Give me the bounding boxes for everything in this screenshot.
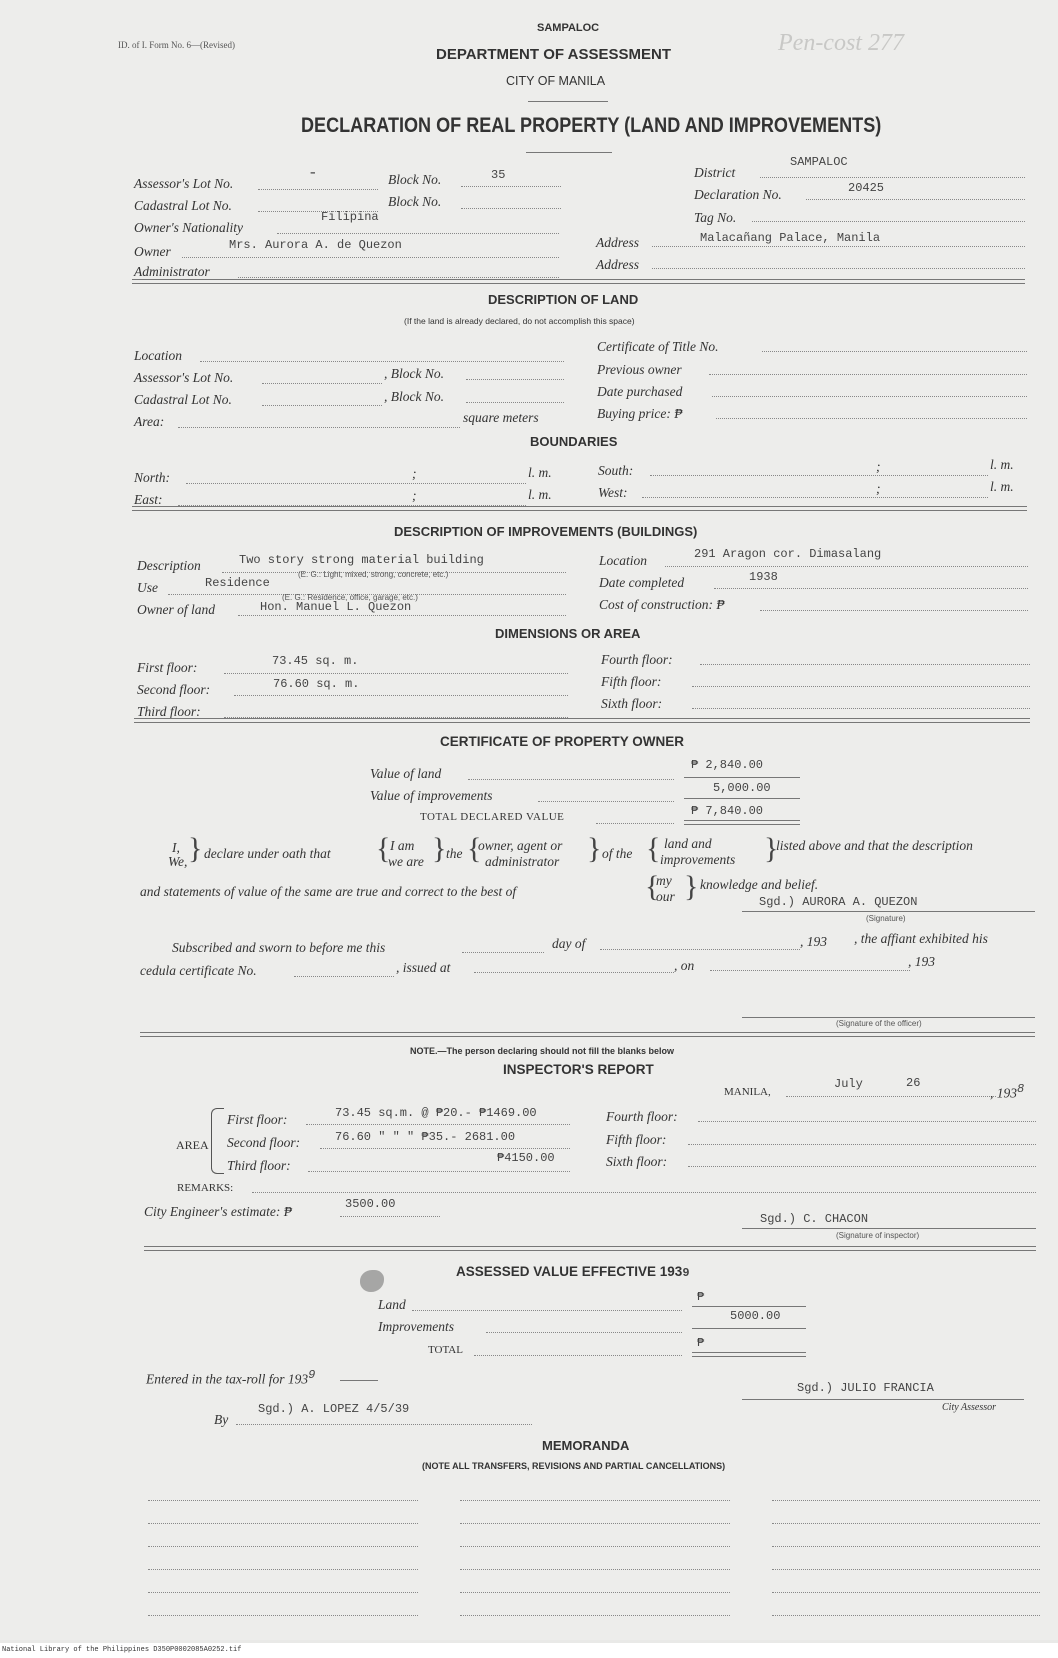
assessed-heading: ASSESSED VALUE EFFECTIVE 1939	[456, 1264, 690, 1280]
north-label: North:	[134, 470, 171, 485]
oath-owner: owner, agent or	[478, 838, 563, 853]
sworn-year: , 193	[800, 934, 827, 949]
form-number: ID. of I. Form No. 6—(Revised)	[118, 40, 235, 50]
inspector-caption: (Signature of inspector)	[836, 1231, 920, 1240]
date-completed-value: 1938	[749, 570, 778, 584]
use-label: Use	[137, 580, 158, 595]
value-land-label: Value of land	[370, 766, 442, 781]
land-cadastral-label: Cadastral Lot No.	[134, 392, 232, 407]
section-rule	[144, 1246, 1036, 1251]
footer-text: National Library of the Philippines D350P0002085A0252.tif	[2, 1646, 242, 1654]
insp-fifth-label: Fifth floor:	[606, 1132, 667, 1147]
sixth-floor-label: Sixth floor:	[601, 696, 663, 711]
date-completed-label: Date completed	[599, 575, 685, 590]
value-land: ₱ 2,840.00	[691, 758, 764, 772]
inspector-heading: INSPECTOR'S REPORT	[503, 1062, 654, 1077]
sworn-day-of: day of	[552, 936, 586, 951]
assessed-impr-value: 5000.00	[730, 1309, 781, 1323]
brace: }	[432, 832, 447, 865]
buying-price-label: Buying price: ₱	[597, 406, 683, 421]
insp-second-label: Second floor:	[227, 1135, 301, 1150]
owner-value: Mrs. Aurora A. de Quezon	[229, 238, 402, 252]
oath-our: our	[656, 889, 675, 904]
engineer-value: 3500.00	[345, 1197, 396, 1211]
block-label: Block No.	[388, 172, 442, 187]
dimensions-heading: DIMENSIONS OR AREA	[495, 626, 641, 641]
assessed-total-label: TOTAL	[428, 1344, 463, 1356]
assessor-caption: City Assessor	[942, 1402, 996, 1413]
inspector-note: NOTE.—The person declaring should not fill the blanks below	[410, 1046, 675, 1056]
owner-land-value: Hon. Manuel L. Quezon	[260, 600, 412, 614]
insp-second-value: 76.60 " " " ₱35.- 2681.00	[335, 1130, 516, 1144]
report-year-digit: 8	[1017, 1082, 1025, 1096]
insp-third-label: Third floor:	[227, 1158, 291, 1173]
east-label: East:	[134, 492, 163, 507]
oath-ofthe: of the	[602, 846, 633, 861]
insp-fourth-label: Fourth floor:	[606, 1109, 678, 1124]
boundary-colon: ;	[412, 466, 417, 481]
oath-i: I,	[172, 840, 180, 855]
inspector-signature: Sgd.) C. CHACON	[760, 1212, 869, 1226]
cost-label: Cost of construction: ₱	[599, 597, 725, 612]
brace: {	[645, 870, 660, 903]
value-improvements-label: Value of improvements	[370, 788, 493, 803]
use-hint: (E. G.: Residence, office, garage, etc.)	[282, 593, 418, 602]
brace: }	[684, 870, 699, 903]
boundary-colon: ;	[412, 488, 417, 503]
east-unit: l. m.	[528, 487, 552, 502]
oath-admin: administrator	[485, 854, 560, 869]
area-label: AREA	[176, 1138, 209, 1152]
section-rule	[132, 279, 1025, 284]
boundary-colon: ;	[876, 459, 881, 474]
section-rule	[134, 718, 1030, 723]
assessed-heading-digit: 9	[682, 1266, 690, 1280]
insp-third-value: ₱4150.00	[497, 1151, 555, 1165]
city-title: CITY OF MANILA	[506, 74, 606, 88]
title-cert-label: Certificate of Title No.	[597, 339, 719, 354]
top-stamp: SAMPALOC	[537, 22, 600, 34]
south-label: South:	[598, 463, 634, 478]
brace: {	[467, 832, 482, 865]
previous-owner-label: Previous owner	[597, 362, 682, 377]
boundary-colon: ;	[876, 481, 881, 496]
department-title: DEPARTMENT OF ASSESSMENT	[436, 46, 672, 63]
memoranda-heading: MEMORANDA	[542, 1438, 630, 1453]
divider	[526, 152, 612, 153]
assessed-impr-label: Improvements	[378, 1319, 454, 1334]
sqm-label: square meters	[463, 410, 539, 425]
oath-rest: listed above and that the description	[776, 838, 973, 853]
brace: {	[646, 832, 661, 865]
brace: {	[376, 832, 391, 865]
assessed-land-label: Land	[378, 1297, 406, 1312]
assessed-total-value: ₱	[697, 1336, 705, 1350]
administrator-label: Administrator	[134, 264, 210, 279]
land-location-label: Location	[134, 348, 183, 363]
taxroll-digit: 9	[308, 1368, 316, 1382]
address-label: Address	[596, 235, 639, 250]
third-floor-label: Third floor:	[137, 704, 201, 719]
report-year: , $193^8$	[990, 1082, 1025, 1101]
land-heading: DESCRIPTION OF LAND	[488, 292, 639, 307]
total-declared-value: ₱ 7,840.00	[691, 804, 764, 818]
insp-first-label: First floor:	[227, 1112, 288, 1127]
by-value: Sgd.) A. LOPEZ 4/5/39	[258, 1402, 410, 1416]
assessor-lot-label: Assessor's Lot No.	[134, 176, 234, 191]
oath-declare: declare under oath that	[204, 846, 331, 861]
section-rule	[132, 506, 1027, 511]
south-unit: l. m.	[990, 457, 1014, 472]
cadastral-lot-label: Cadastral Lot No.	[134, 198, 232, 213]
assessor-lot-value: -	[308, 164, 318, 182]
pencil-note: Pen-cost 277	[778, 30, 904, 56]
district-label: District	[694, 165, 736, 180]
land-note: (If the land is already declared, do not accomplish this space)	[404, 316, 635, 326]
impr-location-label: Location	[599, 553, 648, 568]
district-value: SAMPALOC	[790, 155, 848, 169]
nationality-value: Filipina	[321, 210, 379, 224]
form-title: DECLARATION OF REAL PROPERTY (LAND AND IMPROVEMENTS)	[301, 114, 882, 137]
engineer-label: City Engineer's estimate: ₱	[144, 1204, 292, 1219]
oath-we: We,	[168, 854, 188, 869]
cedula-label: cedula certificate No.	[140, 963, 257, 978]
description-label: Description	[137, 558, 201, 573]
oath-impr: improvements	[660, 852, 736, 867]
north-unit: l. m.	[528, 465, 552, 480]
signature-caption: (Signature)	[866, 914, 906, 923]
cedula-issued: , issued at	[396, 960, 451, 975]
second-floor-label: Second floor:	[137, 682, 211, 697]
oath-my: my	[656, 873, 672, 888]
description-hint: (E. G.: Light, mixed, strong, concrete, etc.)	[298, 570, 449, 579]
impr-location-value: 291 Aragon cor. Dimasalang	[694, 547, 882, 561]
section-rule	[140, 1032, 1035, 1037]
tag-label: Tag No.	[694, 210, 737, 225]
by-label: By	[214, 1412, 229, 1427]
total-declared-label: TOTAL DECLARED VALUE	[420, 811, 565, 823]
area-brace	[211, 1108, 224, 1174]
oath-end: knowledge and belief.	[700, 877, 819, 892]
address2-label: Address	[596, 257, 639, 272]
remarks-label: REMARKS:	[177, 1182, 234, 1194]
declaration-label: Declaration No.	[694, 187, 782, 202]
description-value: Two story strong material building	[239, 553, 484, 567]
land-block2-label: , Block No.	[384, 389, 444, 404]
west-unit: l. m.	[990, 479, 1014, 494]
sworn-text: Subscribed and sworn to before me this	[172, 940, 386, 955]
first-floor-label: First floor:	[137, 660, 198, 675]
cedula-year: , 193	[908, 954, 935, 969]
brace: }	[587, 832, 602, 865]
fourth-floor-label: Fourth floor:	[601, 652, 673, 667]
officer-caption: (Signature of the officer)	[836, 1019, 922, 1028]
use-value: Residence	[205, 576, 270, 590]
taxroll-label: Entered in the tax-roll for $193^9$	[146, 1368, 316, 1387]
second-floor-value: 76.60 sq. m.	[273, 677, 360, 691]
sworn-affiant: , the affiant exhibited his	[854, 931, 988, 946]
cedula-on: , on	[674, 958, 695, 973]
insp-sixth-label: Sixth floor:	[606, 1154, 668, 1169]
brace: }	[764, 832, 779, 865]
west-label: West:	[598, 485, 628, 500]
assessor-signature: Sgd.) JULIO FRANCIA	[797, 1381, 934, 1395]
oath-iam: I am	[390, 838, 415, 853]
nationality-label: Owner's Nationality	[134, 220, 244, 235]
owner-signature: Sgd.) AURORA A. QUEZON	[759, 895, 918, 909]
address-value: Malacañang Palace, Manila	[700, 231, 881, 245]
oath-land: land and	[664, 836, 712, 851]
date-purchased-label: Date purchased	[597, 384, 683, 399]
assessed-land-value: ₱	[697, 1290, 705, 1304]
scan-footer	[0, 1643, 1058, 1658]
value-improvements: 5,000.00	[713, 781, 771, 795]
land-block-label: , Block No.	[384, 366, 444, 381]
ink-blot	[360, 1270, 384, 1292]
improvements-heading: DESCRIPTION OF IMPROVEMENTS (BUILDINGS)	[394, 524, 698, 539]
boundaries-heading: BOUNDARIES	[530, 434, 618, 449]
oath-line2: and statements of value of the same are true and correct to the best of	[140, 884, 517, 899]
declaration-value: 20425	[848, 181, 885, 195]
divider	[528, 101, 608, 102]
owner-land-label: Owner of land	[137, 602, 216, 617]
land-assessor-lot-label: Assessor's Lot No.	[134, 370, 234, 385]
report-month: July	[834, 1077, 863, 1091]
memoranda-note: (NOTE ALL TRANSFERS, REVISIONS AND PARTIAL CANCELLATIONS)	[422, 1461, 726, 1471]
report-day: 26	[906, 1076, 921, 1090]
certificate-heading: CERTIFICATE OF PROPERTY OWNER	[440, 734, 685, 749]
oath-the: the	[446, 846, 463, 861]
insp-first-value: 73.45 sq.m. @ ₱20.- ₱1469.00	[335, 1106, 537, 1120]
manila-label: MANILA,	[724, 1086, 771, 1098]
oath-weare: we are	[388, 854, 424, 869]
block2-label: Block No.	[388, 194, 442, 209]
fifth-floor-label: Fifth floor:	[601, 674, 662, 689]
brace: }	[188, 832, 203, 865]
block-value: 35	[491, 168, 506, 182]
owner-label: Owner	[134, 244, 171, 259]
first-floor-value: 73.45 sq. m.	[272, 654, 359, 668]
land-area-label: Area:	[134, 414, 165, 429]
